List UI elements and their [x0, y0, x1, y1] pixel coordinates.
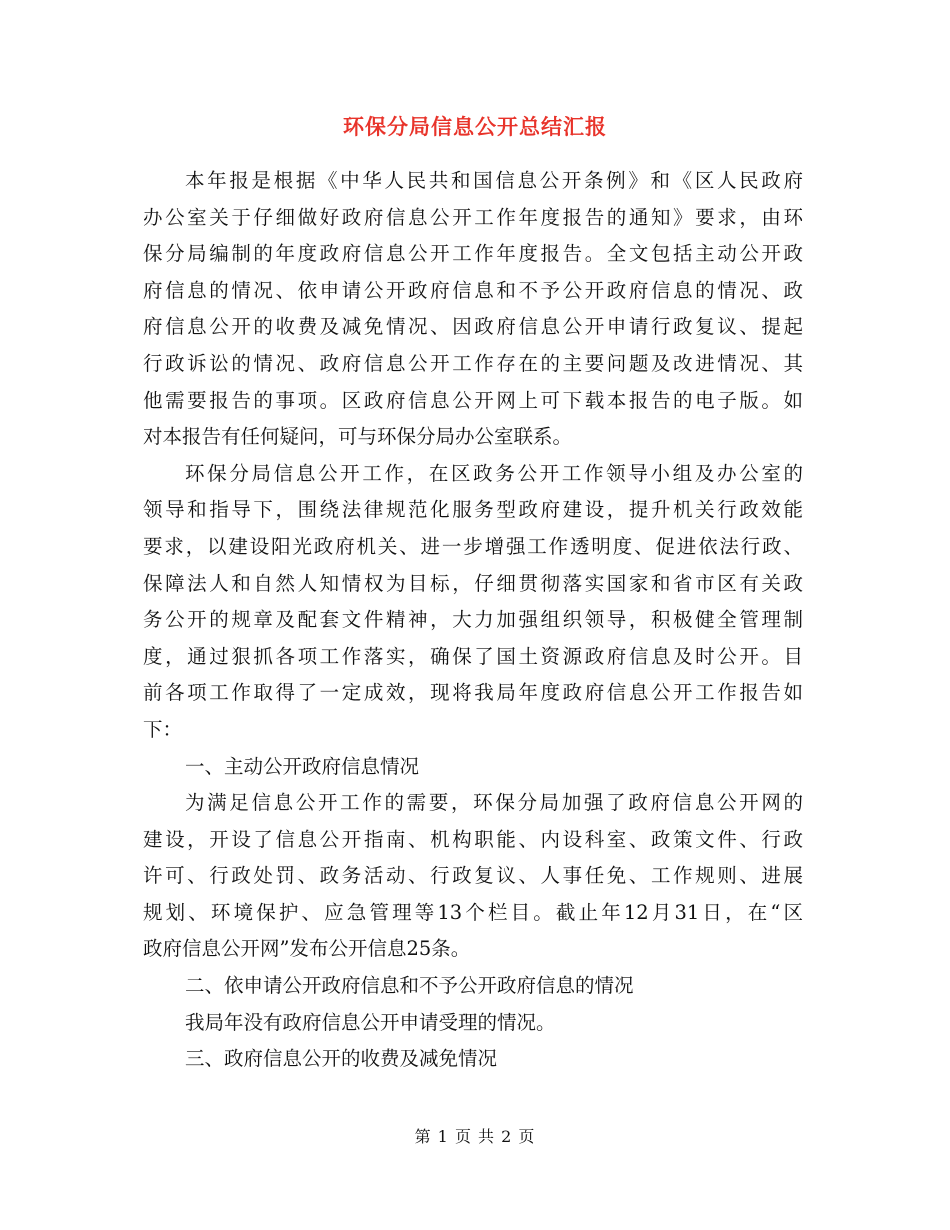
paragraph-line: 对本报告有任何疑问，可与环保分局办公室联系。 — [143, 425, 573, 449]
paragraph-line: 建设，开设了信息公开指南、机构职能、内设科室、政策文件、行政 — [143, 827, 803, 851]
paragraph-line: 为满足信息公开工作的需要，环保分局加强了政府信息公开网的 — [185, 791, 803, 815]
paragraph-line: 政府信息公开网”发布公开信息25条。 — [143, 937, 471, 961]
paragraph-line: 行政诉讼的情况、政府信息公开工作存在的主要问题及改进情况、其 — [143, 351, 803, 375]
paragraph-line: 保障法人和自然人知情权为目标，仔细贯彻落实国家和省市区有关政 — [143, 571, 803, 595]
document-title: 环保分局信息公开总结汇报 — [343, 115, 607, 139]
paragraph-line: 府信息公开的收费及减免情况、因政府信息公开申请行政复议、提起 — [143, 315, 803, 339]
section-heading: 二、依申请公开政府信息和不予公开政府信息的情况 — [185, 974, 634, 998]
paragraph-line: 他需要报告的事项。区政府信息公开网上可下载本报告的电子版。如 — [143, 388, 803, 412]
paragraph-line: 本年报是根据《中华人民共和国信息公开条例》和《区人民政府 — [185, 169, 803, 192]
paragraph-line: 度，通过狠抓各项工作落实，确保了国土资源政府信息及时公开。目 — [143, 644, 803, 668]
document-body — [143, 163, 803, 1078]
paragraph-line: 务公开的规章及配套文件精神，大力加强组织领导，积极健全管理制 — [143, 608, 803, 632]
paragraph-line: 下： — [143, 717, 183, 741]
paragraph-line: 保分局编制的年度政府信息公开工作年度报告。全文包括主动公开政 — [143, 242, 803, 266]
paragraph-line: 办公室关于仔细做好政府信息公开工作年度报告的通知》要求，由环 — [143, 205, 803, 229]
section-heading: 一、主动公开政府信息情况 — [185, 754, 420, 778]
paragraph-line: 要求，以建设阳光政府机关、进一步增强工作透明度、促进依法行政、 — [143, 534, 803, 558]
page-number-footer: 第 1 页 共 2 页 — [414, 1127, 536, 1146]
paragraph-line: 领导和指导下，围绕法律规范化服务型政府建设，提升机关行政效能 — [143, 498, 803, 522]
paragraph-line: 府信息的情况、依申请公开政府信息和不予公开政府信息的情况、政 — [143, 278, 803, 302]
paragraph-line: 许可、行政处罚、政务活动、行政复议、人事任免、工作规则、进展 — [143, 864, 803, 888]
section-heading: 三、政府信息公开的收费及减免情况 — [185, 1047, 498, 1071]
paragraph-line: 我局年没有政府信息公开申请受理的情况。 — [185, 1010, 556, 1034]
paragraph-line: 规划、环境保护、应急管理等13个栏目。截止年12月31日，在“区 — [143, 900, 803, 924]
paragraph-line: 前各项工作取得了一定成效，现将我局年度政府信息公开工作报告如 — [143, 681, 803, 705]
paragraph-line: 环保分局信息公开工作，在区政务公开工作领导小组及办公室的 — [185, 461, 803, 485]
